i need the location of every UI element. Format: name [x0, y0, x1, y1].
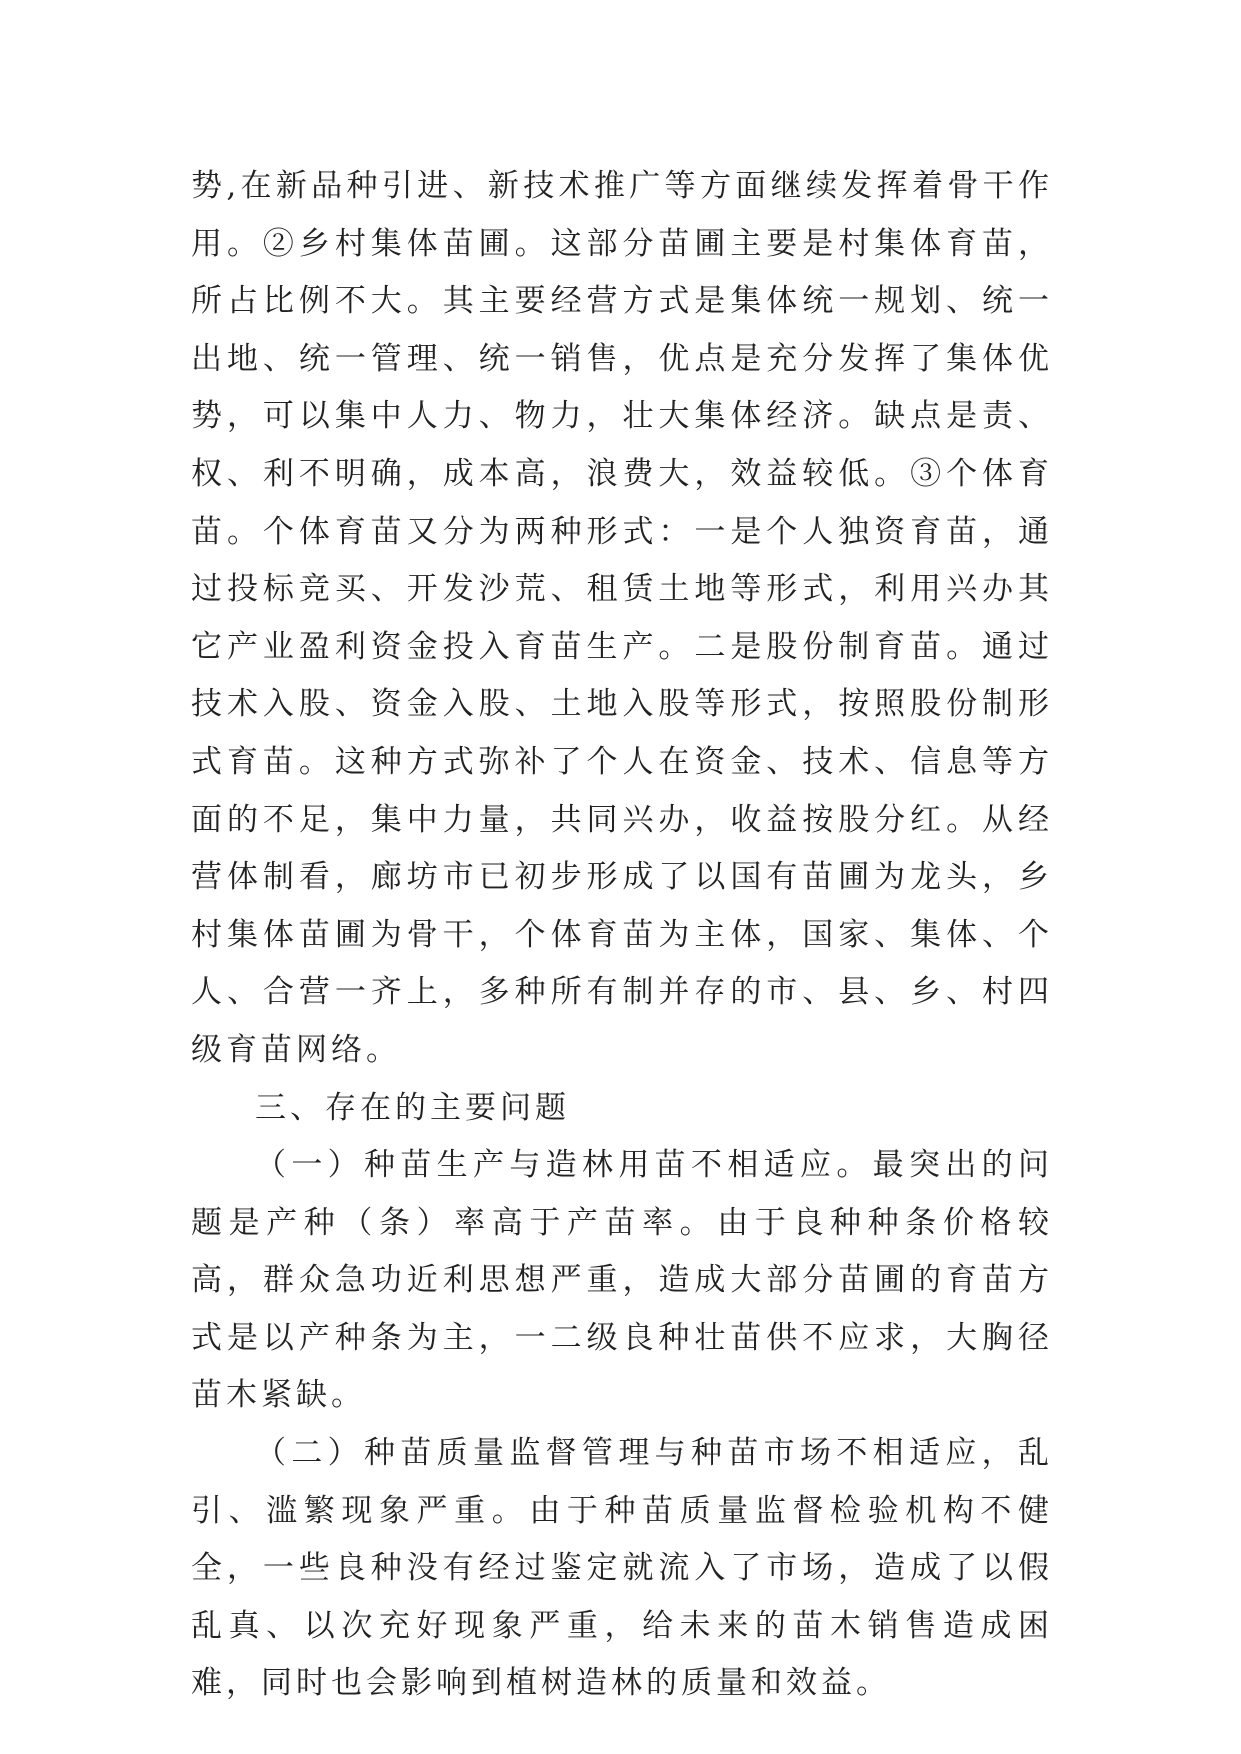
paragraph-issue-1: （一）种苗生产与造林用苗不相适应。最突出的问题是产种（条）率高于产苗率。由于良种种条价格较高，群众急功近利思想严重，造成大部分苗圃的育苗方式是以产种条为主，一二级良种壮苗供不应求，大胸径苗木紧缺。 [191, 1147, 1053, 1414]
paragraph-continuation: 势,在新品种引进、新技术推广等方面继续发挥着骨干作用。②乡村集体苗圃。这部分苗圃主要是村集体育苗，所占比例不大。其主要经营方式是集体统一规划、统一出地、统一管理、统一销售，优点是充分发挥了集体优势，可以集中人力、物力，壮大集体经济。缺点是责、权、利不明确，成本高，浪费大，效益较低。③个体育苗。个体育苗又分为两种形式：一是个人独资育苗，通过投标竞买、开发沙荒、租赁土地等形式，利用兴办其它产业盈利资金投入育苗生产。二是股份制育苗。通过技术入股、资金入股、土地入股等形式，按照股份制形式育苗。这种方式弥补了个人在资金、技术、信息等方面的不足，集中力量，共同兴办，收益按股分红。从经营体制看，廊坊市已初步形成了以国有苗圃为龙头，乡村集体苗圃为骨干，个体育苗为主体，国家、集体、个人、合营一齐上，多种所有制并存的市、县、乡、村四级育苗网络。 [191, 168, 1053, 1068]
paragraph-issue-2: （二）种苗质量监督管理与种苗市场不相适应，乱引、滥繁现象严重。由于种苗质量监督检验机构不健全，一些良种没有经过鉴定就流入了市场，造成了以假乱真、以次充好现象严重，给未来的苗木销售造成困难，同时也会影响到植树造林的质量和效益。 [191, 1435, 1053, 1702]
section-heading: 三、存在的主要问题 [255, 1089, 570, 1126]
document-body [191, 158, 1053, 1713]
